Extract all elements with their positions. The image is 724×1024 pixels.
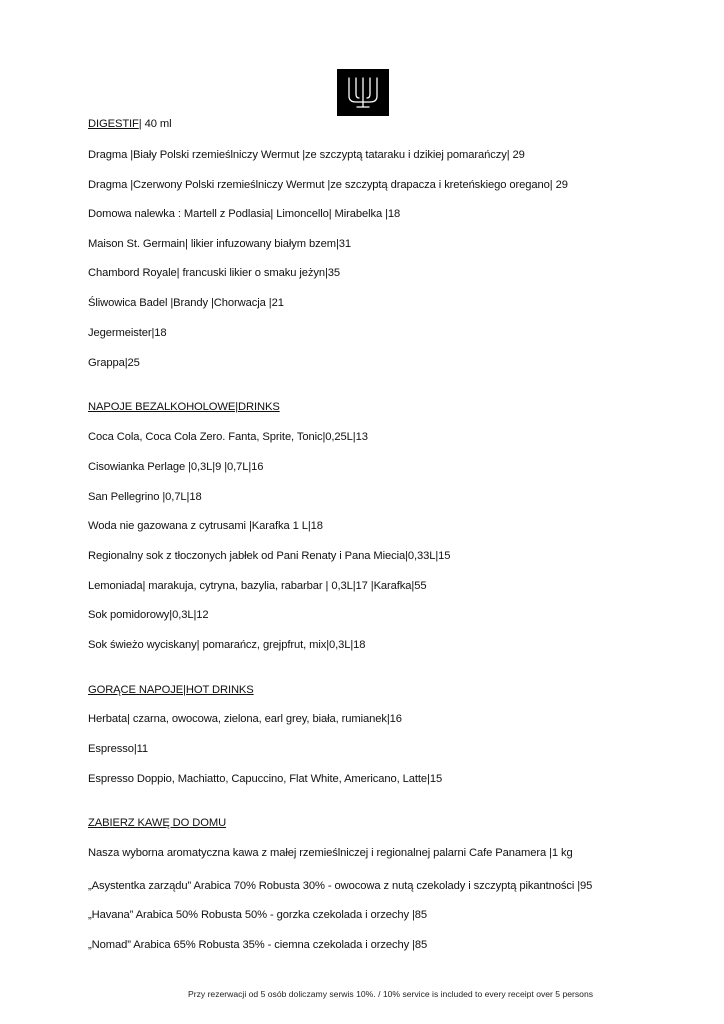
menu-item: Maison St. Germain| likier infuzowany białym bzem|31	[88, 238, 352, 250]
heading-text: NAPOJE BEZALKOHOLOWE|DRINKS	[88, 401, 280, 413]
menu-item: Espresso|11	[88, 743, 149, 755]
menu-item: Śliwowica Badel |Brandy |Chorwacja |21	[88, 297, 284, 309]
menu-item: Regionalny sok z tłoczonych jabłek od Pani Renaty i Pana Miecia|0,33L|15	[88, 550, 451, 562]
heading-text: ZABIERZ KAWĘ DO DOMU	[88, 817, 227, 829]
heading-text: DIGESTIF	[88, 118, 139, 130]
menu-item: Lemoniada| marakuja, cytryna, bazylia, rabarbar | 0,3L|17 |Karafka|55	[88, 580, 427, 592]
restaurant-logo	[337, 69, 389, 116]
service-charge-note: Przy rezerwacji od 5 osób doliczamy serwis 10%. / 10% service is included to every receipt over 5 persons	[188, 989, 594, 999]
menu-item: Domowa nalewka : Martell z Podlasia| Limoncello| Mirabelka |18	[88, 208, 401, 220]
section-heading-hot-drinks	[88, 683, 254, 697]
menu-item: Cisowianka Perlage |0,3L|9 |0,7L|16	[88, 461, 264, 473]
menu-item: Nasza wyborna aromatyczna kawa z małej rzemieślniczej i regionalnej palarni Cafe Panamera |1 kg	[88, 847, 573, 859]
menu-item: Dragma |Czerwony Polski rzemieślniczy Wermut |ze szczyptą drapacza i kreteńskiego oregano| 29	[88, 179, 568, 191]
menu-item: „Asystentka zarządu” Arabica 70% Robusta 30% - owocowa z nutą czekolady i szczyptą pikantności |95	[88, 880, 593, 892]
menu-item: Herbata| czarna, owocowa, zielona, earl grey, biała, rumianek|16	[88, 713, 402, 725]
menu-item: Sok świeżo wyciskany| pomarańcz, grejpfrut, mix|0,3L|18	[88, 639, 366, 651]
section-heading-drinks	[88, 400, 280, 414]
menu-item: Woda nie gazowana z cytrusami |Karafka 1 L|18	[88, 520, 323, 532]
menu-item: Grappa|25	[88, 357, 140, 369]
menu-item: „Nomad” Arabica 65% Robusta 35% - ciemna czekolada i orzechy |85	[88, 939, 428, 951]
menu-item: Espresso Doppio, Machiatto, Capuccino, Flat White, Americano, Latte|15	[88, 773, 443, 785]
section-heading-digestif	[88, 117, 171, 131]
heading-suffix: | 40 ml	[138, 118, 172, 130]
menu-item: Dragma |Biały Polski rzemieślniczy Wermut |ze szczyptą tataraku i dzikiej pomarańczy| 29	[88, 149, 525, 161]
menu-item: Coca Cola, Coca Cola Zero. Fanta, Sprite, Tonic|0,25L|13	[88, 431, 368, 443]
section-heading-coffee	[88, 816, 226, 830]
fork-glass-logo-icon	[337, 69, 389, 116]
heading-text: GORĄCE NAPOJE|HOT DRINKS	[88, 684, 254, 696]
menu-item: Sok pomidorowy|0,3L|12	[88, 609, 209, 621]
menu-item: San Pellegrino |0,7L|18	[88, 491, 202, 503]
menu-item: Jegermeister|18	[88, 327, 167, 339]
menu-item: Chambord Royale| francuski likier o smaku jeżyn|35	[88, 267, 341, 279]
menu-item: „Havana” Arabica 50% Robusta 50% - gorzka czekolada i orzechy |85	[88, 909, 428, 921]
